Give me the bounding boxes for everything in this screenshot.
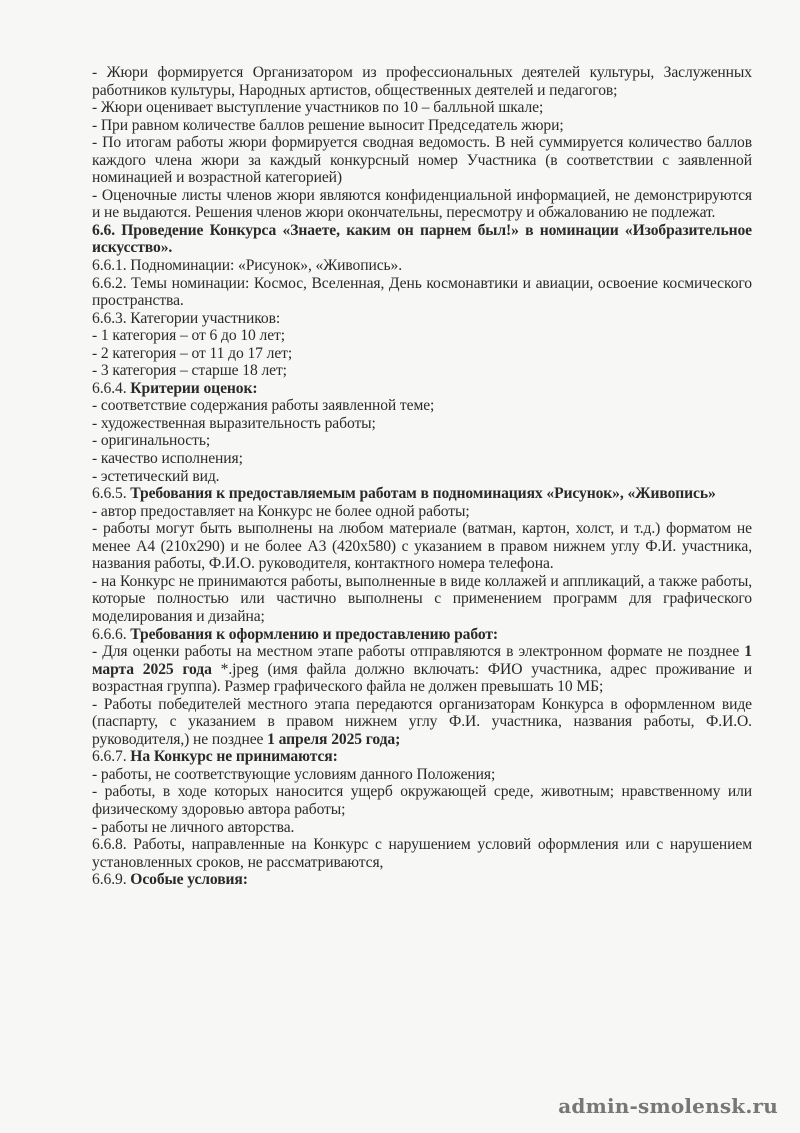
document-page — [92, 64, 752, 889]
section-number: 6.6.9. — [92, 871, 131, 889]
section-title: Критерии оценок: — [130, 379, 258, 397]
jury-rule-2: - Жюри оценивает выступление участников по 10 – балльной шкале; — [92, 99, 544, 117]
section-6-6-2: 6.6.2. Темы номинации: Космос, Вселенная, День космонавтики и авиации, освоение космического пространства. — [92, 274, 752, 310]
deadline-date: 1 марта 2025 года — [92, 643, 752, 678]
submission-item — [92, 696, 752, 749]
requirement-item: - работы могут быть выполнены на любом материале (ватман, картон, холст, и т.д.) форматом не менее А4 (210х290) и не более А3 (420х580) с указанием в правом нижнем углу Ф.И. участника, названия работы, Ф.И.О. руководителя, контактного номера телефона. — [92, 520, 752, 573]
text-run: - Для оценки работы на местном этапе работы отправляются в электронном формате не позднее — [92, 643, 745, 661]
deadline-date: 1 апреля 2025 года; — [267, 730, 401, 748]
jury-rule-4: - По итогам работы жюри формируется сводная ведомость. В ней суммируется количество баллов каждого члена жюри за каждый конкурсный номер Участника (в соответствии с заявленной номинацией и возрастной категорией) — [92, 134, 752, 187]
section-6-6-7-title — [92, 748, 752, 766]
criteria-item: - эстетический вид. — [92, 467, 220, 485]
requirement-item: - на Конкурс не принимаются работы, выполненные в виде коллажей и аппликаций, а также работы, которые полностью или частично выполнены с применением программ для графического моделирования и дизайна; — [92, 572, 752, 625]
section-number: 6.6.7. — [92, 748, 131, 766]
category-item: - 3 категория – старше 18 лет; — [92, 362, 287, 380]
site-watermark: admin-smolensk.ru — [558, 1094, 778, 1118]
section-title: На Конкурс не принимаются: — [130, 748, 338, 766]
submission-item — [92, 643, 752, 696]
jury-rule-1: - Жюри формируется Организатором из профессиональных деятелей культуры, Заслуженных работников культуры, Народных артистов, общественных деятелей и педагогов; — [92, 64, 752, 99]
criteria-item: - качество исполнения; — [92, 450, 243, 468]
section-6-6-6-title — [92, 626, 752, 644]
text-run: - Работы победителей местного этапа передаются организаторам Конкурса в оформленном виде (паспарту, с указанием в правом нижнем углу Ф.И. участника, названия работы, Ф.И.О. руководителя,) не позднее — [92, 695, 752, 748]
section-6-6-heading: 6.6. Проведение Конкурса «Знаете, каким он парнем был!» в номинации «Изобразительное искусство». — [92, 221, 752, 257]
section-6-6-5-title — [92, 485, 752, 503]
rejection-item: - работы не личного авторства. — [92, 818, 295, 836]
jury-rule-3: - При равном количестве баллов решение выносит Председатель жюри; — [92, 116, 564, 134]
section-6-6-9-title — [92, 871, 752, 889]
requirement-item: - автор предоставляет на Конкурс не более одной работы; — [92, 502, 470, 520]
section-title: Требования к оформлению и предоставлению работ: — [130, 625, 498, 643]
category-item: - 1 категория – от 6 до 10 лет; — [92, 327, 285, 345]
section-number: 6.6.5. — [92, 485, 131, 503]
section-6-6-8: 6.6.8. Работы, направленные на Конкурс с нарушением условий оформления или с нарушением установленных сроков, не рассматриваются, — [92, 836, 752, 871]
text-run: *.jpeg (имя файла должно включать: ФИО участника, адрес проживание и возрастная группа). Размер графического файла не должен превышать 10 МБ; — [92, 660, 752, 696]
rejection-item: - работы, в ходе которых наносится ущерб окружающей среде, животным; нравственному или физическому здоровью автора работы; — [92, 783, 752, 818]
criteria-item: - соответствие содержания работы заявленной теме; — [92, 397, 435, 415]
section-6-6-1: 6.6.1. Подноминации: «Рисунок», «Живопись». — [92, 257, 403, 275]
rejection-item: - работы, не соответствующие условиям данного Положения; — [92, 765, 496, 783]
section-title: Требования к предоставляемым работам в подноминациях «Рисунок», «Живопись» — [130, 485, 716, 503]
criteria-item: - художественная выразительность работы; — [92, 414, 376, 432]
section-6-6-3-title: 6.6.3. Категории участников: — [92, 309, 281, 327]
jury-rule-5: - Оценочные листы членов жюри являются конфиденциальной информацией, не демонстрируются и не выдаются. Решения членов жюри окончательны, пересмотру и обжалованию не подлежат. — [92, 186, 752, 222]
section-number: 6.6.6. — [92, 625, 131, 643]
section-title: Особые условия: — [130, 871, 248, 889]
section-6-6-4-title — [92, 380, 752, 398]
section-number: 6.6.4. — [92, 379, 131, 397]
criteria-item: - оригинальность; — [92, 432, 211, 450]
category-item: - 2 категория – от 11 до 17 лет; — [92, 344, 293, 362]
